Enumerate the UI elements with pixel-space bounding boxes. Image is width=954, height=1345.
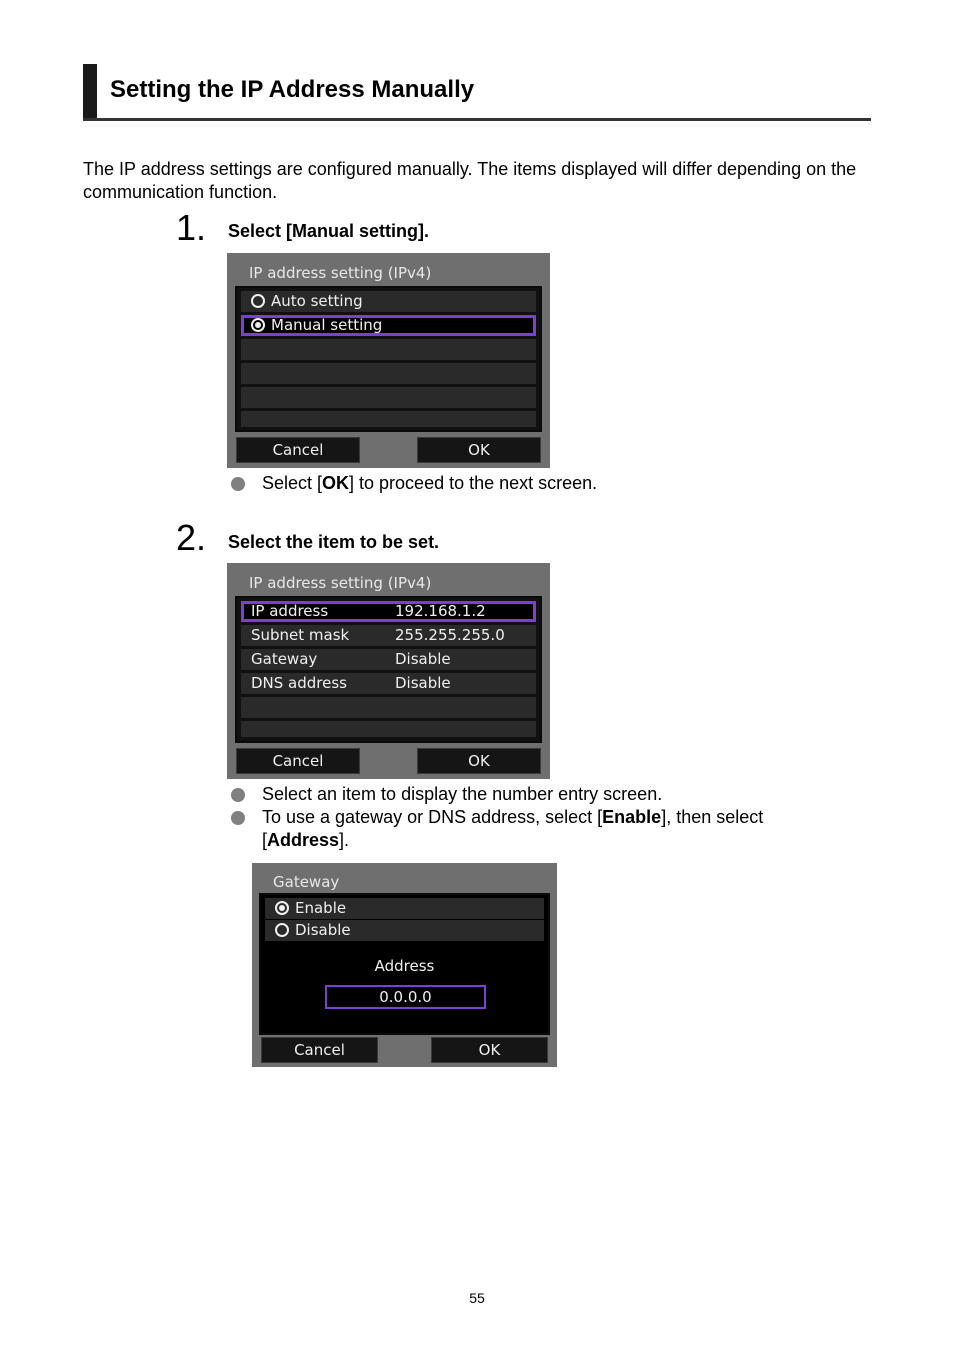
empty-row (241, 363, 536, 384)
ok-button[interactable]: OK (417, 748, 541, 774)
bullet-item: To use a gateway or DNS address, select [Enable], then select [Address]. (262, 806, 822, 852)
heading-underline (83, 118, 871, 121)
option-auto-setting[interactable] (241, 291, 536, 312)
row-ip-address[interactable]: IP address 192.168.1.2 (241, 601, 536, 622)
screen-title: Gateway (273, 873, 340, 891)
bullet-icon (231, 811, 245, 825)
option-enable[interactable] (265, 898, 544, 919)
step-2-title: Select the item to be set. (228, 532, 440, 552)
step-1-number: 1. (176, 207, 207, 248)
ip-items-screen (227, 563, 550, 779)
address-field[interactable]: 0.0.0.0 (325, 985, 486, 1009)
heading-bar (83, 64, 97, 120)
cancel-button[interactable]: Cancel (261, 1037, 378, 1063)
option-disable[interactable] (265, 920, 544, 941)
empty-row (241, 721, 536, 737)
row-subnet-mask[interactable]: Subnet mask 255.255.255.0 (241, 625, 536, 646)
empty-row (241, 411, 536, 427)
gateway-screen (252, 863, 557, 1067)
cancel-button[interactable]: Cancel (236, 748, 360, 774)
step-2-number: 2. (176, 517, 207, 558)
items-panel (235, 596, 542, 743)
row-gateway[interactable]: Gateway Disable (241, 649, 536, 670)
option-label: Enable (295, 899, 347, 917)
intro-paragraph: The IP address settings are configured manually. The items displayed will differ depending on the communication function. (83, 159, 857, 202)
radio-on-icon (275, 901, 289, 915)
empty-row (241, 387, 536, 408)
address-label: Address (374, 957, 435, 975)
option-manual-setting[interactable] (241, 315, 536, 336)
screen-title: IP address setting (IPv4) (249, 574, 432, 592)
radio-on-icon (251, 318, 265, 332)
options-panel (235, 286, 542, 432)
empty-row (241, 339, 536, 360)
row-dns-address[interactable]: DNS address Disable (241, 673, 536, 694)
page-number: 55 (469, 1290, 485, 1306)
bullet-icon (231, 788, 245, 802)
radio-off-icon (251, 294, 265, 308)
bullet-item: Select [OK] to proceed to the next screen. (262, 472, 862, 495)
screen-title: IP address setting (IPv4) (249, 264, 432, 282)
option-label: Manual setting (271, 316, 383, 334)
page-title: Setting the IP Address Manually (110, 76, 475, 103)
ip-setting-screen (227, 253, 550, 468)
ok-button[interactable]: OK (431, 1037, 548, 1063)
cancel-button[interactable]: Cancel (236, 437, 360, 463)
gateway-panel (259, 893, 550, 1035)
option-label: Auto setting (271, 292, 363, 310)
ok-button[interactable]: OK (417, 437, 541, 463)
option-label: Disable (295, 921, 351, 939)
bullet-item: Select an item to display the number entry screen. (262, 783, 862, 806)
radio-off-icon (275, 923, 289, 937)
bullet-icon (231, 477, 245, 491)
empty-row (241, 697, 536, 718)
step-1-title: Select [Manual setting]. (228, 221, 430, 241)
